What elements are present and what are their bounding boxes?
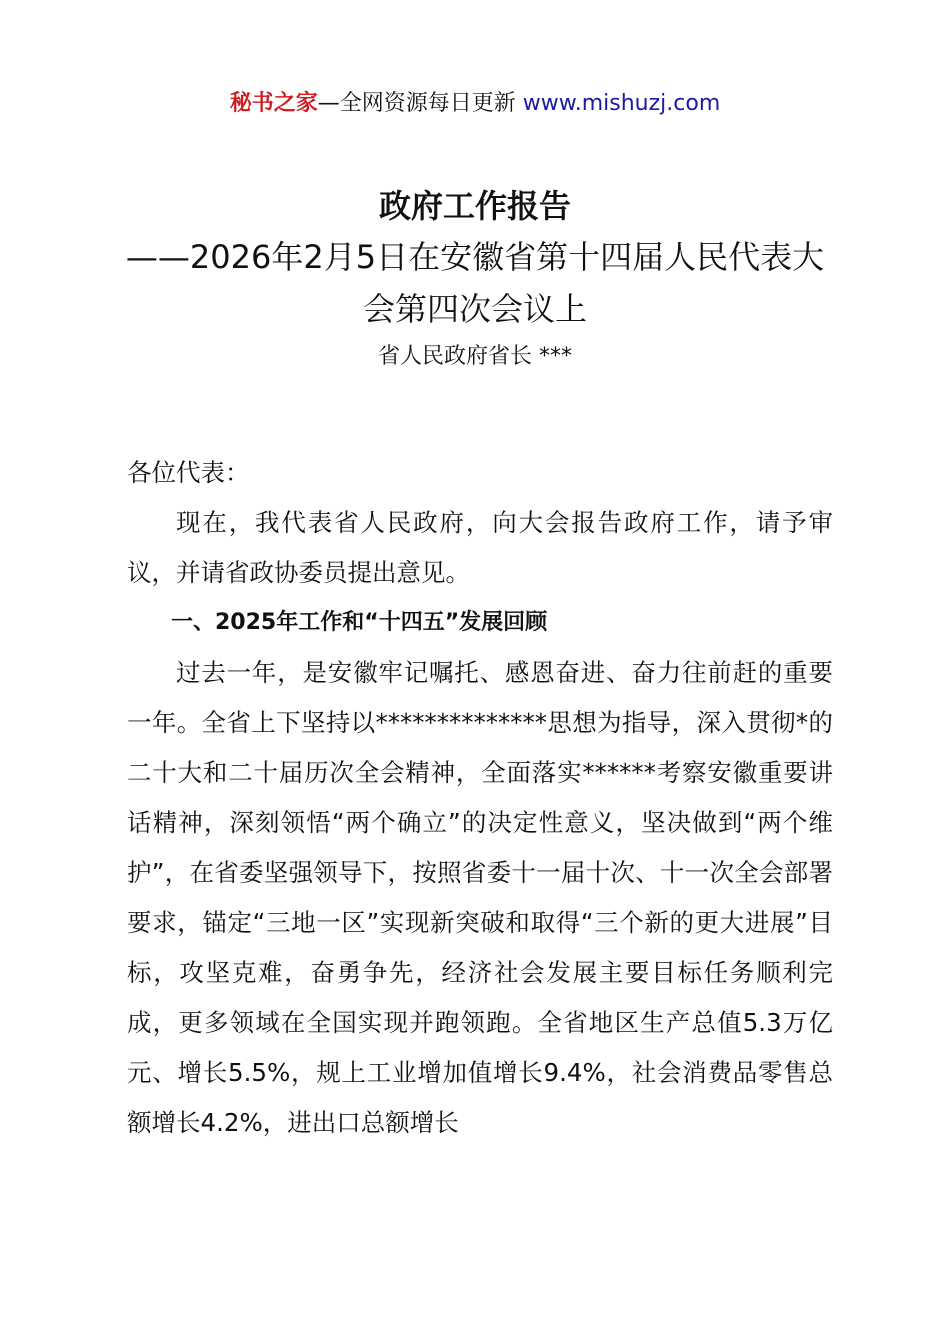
site-url-link[interactable]: www.mishuzj.com [522,91,721,116]
intro-paragraph: 现在，我代表省人民政府，向大会报告政府工作，请予审议，并请省政协委员提出意见。 [127,508,833,587]
document-subtitle: ——2026年2月5日在安徽省第十四届人民代表大会第四次会议上 [125,238,825,328]
document-body [127,448,833,1148]
section-heading: 一、2025年工作和“十四五”发展回顾 [171,610,548,635]
site-tagline: —全网资源每日更新 [317,91,523,116]
site-brand: 秘书之家 [229,91,318,116]
document-author: 省人民政府省长 *** [378,344,572,369]
document-title: 政府工作报告 [378,187,571,225]
site-header [0,88,950,120]
salutation: 各位代表： [127,458,250,487]
section-paragraph: 过去一年，是安徽牢记嘱托、感恩奋进、奋力往前赶的重要一年。全省上下坚持以**************思想为指导，深入贯彻*的二十大和二十届历次全会精神，全面落实******考察安徽重要讲话精神，深刻领悟“两个确立”的决定性意义，坚决做到“两个维护”，在省委坚强领导下，按照省委十一届十次、十一次全会部署要求，锚定“三地一区”实现新突破和取得“三个新的更大进展”目标，攻坚克难，奋勇争先，经济社会发展主要目标任务顺利完成，更多领域在全国实现并跑领跑。全省地区生产总值5.3万亿元、增长5.5%，规上工业增加值增长9.4%，社会消费品零售总额增长4.2%，进出口总额增长 [127,658,833,1137]
